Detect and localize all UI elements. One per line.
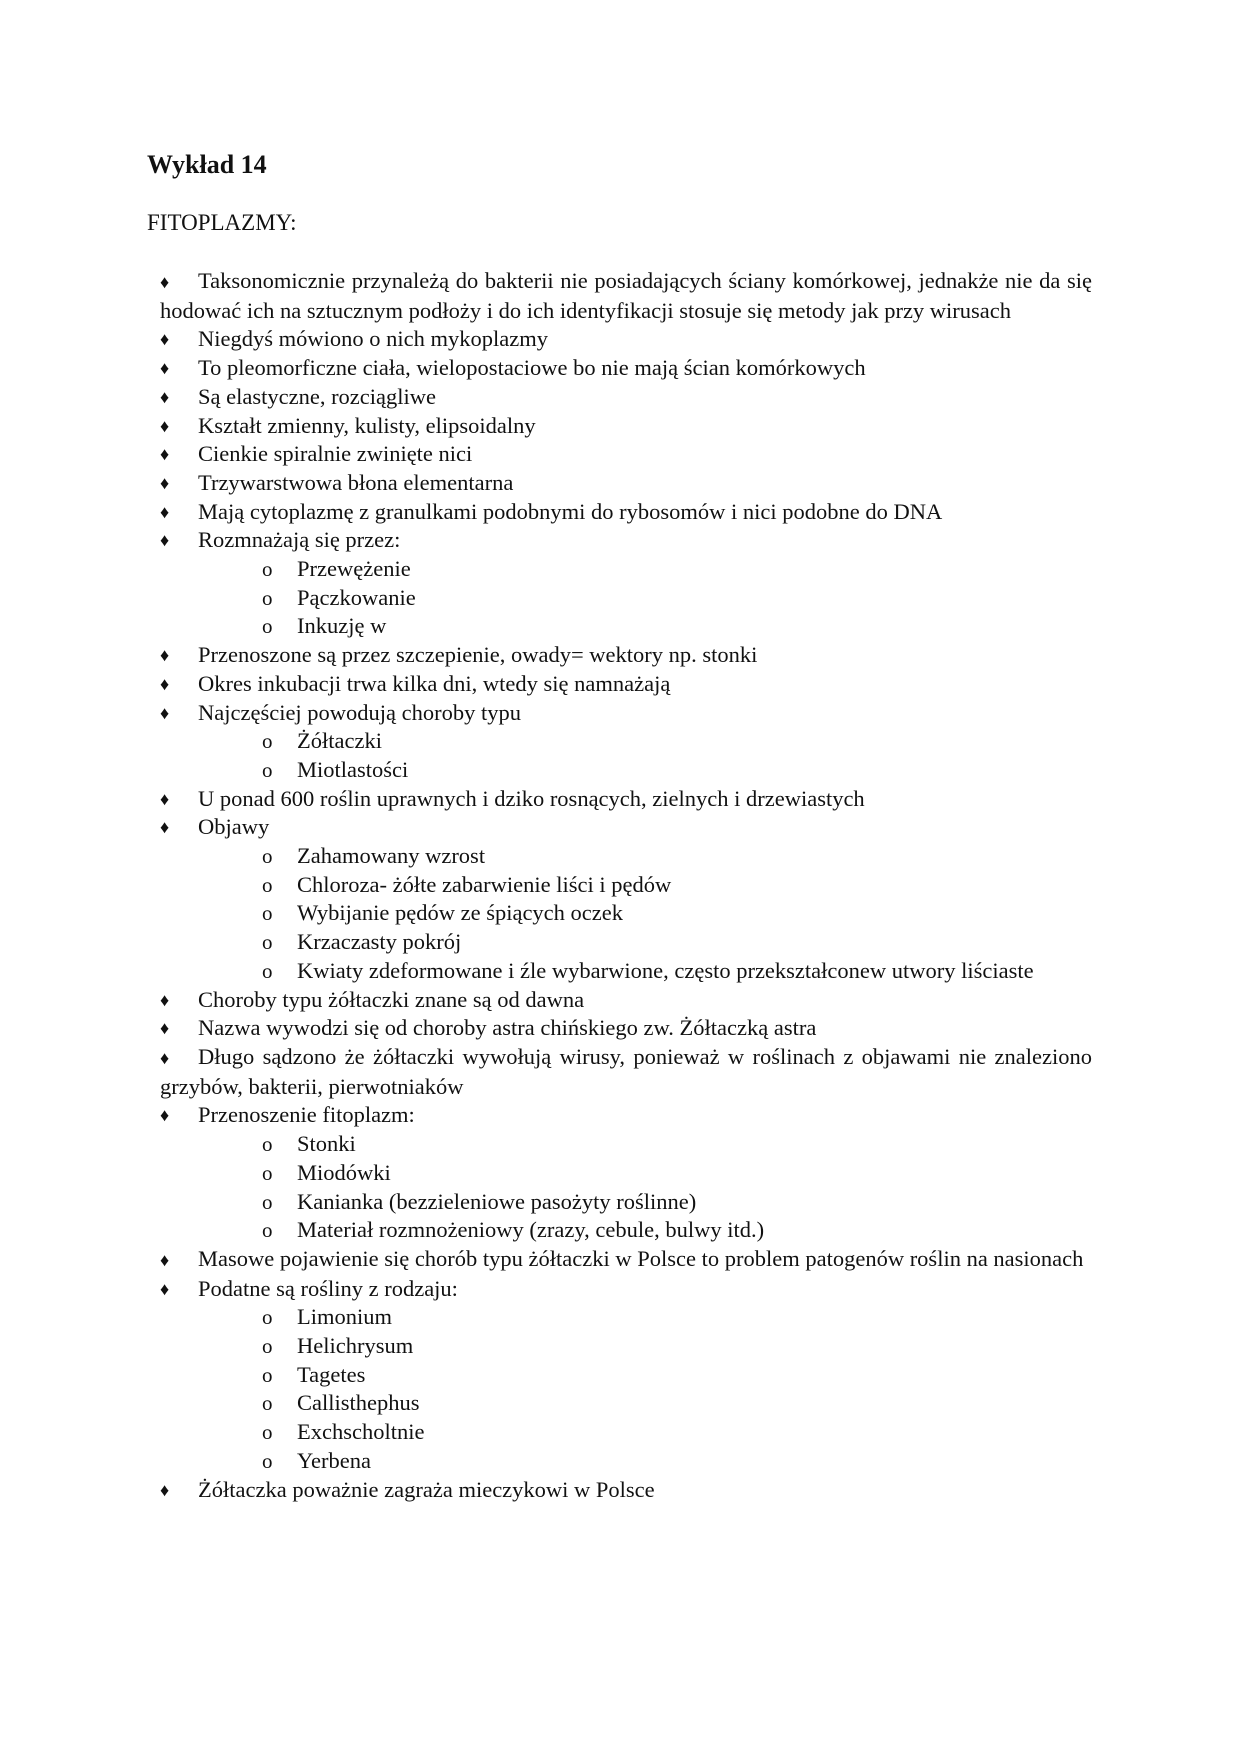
list-item-text: Kanianka (bezzieleniowe pasożyty roślinne): [297, 1188, 697, 1214]
list-item-text: Przenoszone są przez szczepienie, owady= wektory np. stonki: [198, 642, 758, 668]
sub-list-item: [160, 584, 1092, 613]
list-item-text: Żółtaczka poważnie zagraża mieczykowi w Polsce: [198, 1476, 655, 1502]
list-item: [160, 1476, 1092, 1505]
diamond-bullet-icon: ♦: [160, 501, 170, 522]
sub-list-item: [160, 1332, 1092, 1361]
circle-bullet-icon: o: [262, 729, 273, 754]
list-item-text: Najczęściej powodują choroby typu: [198, 699, 522, 725]
diamond-bullet-icon: ♦: [160, 415, 170, 436]
list-item: [160, 1275, 1092, 1304]
list-item: [160, 641, 1092, 670]
sub-list-item: [160, 1361, 1092, 1390]
circle-bullet-icon: o: [262, 872, 273, 897]
list-item-text: Limonium: [297, 1304, 392, 1330]
sub-list-item: [160, 842, 1092, 871]
sub-list-item: [160, 1188, 1092, 1217]
sub-list-item: [160, 756, 1092, 785]
sub-list-item: [160, 1159, 1092, 1188]
circle-bullet-icon: o: [262, 585, 273, 610]
sub-list-item: [160, 1418, 1092, 1447]
diamond-bullet-icon: ♦: [160, 358, 170, 379]
list-item-text: Miotlastości: [297, 756, 409, 782]
diamond-bullet-icon: ♦: [160, 386, 170, 407]
sub-list-item: [160, 727, 1092, 756]
list-item-text: Przenoszenie fitoplazm:: [198, 1102, 415, 1128]
circle-bullet-icon: o: [262, 614, 273, 639]
list-item: [160, 813, 1092, 842]
list-item-text: Kształt zmienny, kulisty, elipsoidalny: [198, 412, 536, 438]
circle-bullet-icon: o: [262, 1189, 273, 1214]
list-item: [160, 325, 1092, 354]
list-item-text: Chloroza- żółte zabarwienie liści i pędów: [297, 871, 672, 897]
list-item: [160, 354, 1092, 383]
circle-bullet-icon: o: [262, 1391, 273, 1416]
diamond-bullet-icon: ♦: [160, 702, 170, 723]
circle-bullet-icon: o: [262, 1448, 273, 1473]
list-item: [160, 1014, 1092, 1043]
list-item-text: Helichrysum: [297, 1333, 414, 1359]
list-item-text: Wybijanie pędów ze śpiących oczek: [297, 900, 623, 926]
list-item-text: Są elastyczne, rozciągliwe: [198, 383, 437, 409]
diamond-bullet-icon: ♦: [160, 817, 170, 838]
list-item: [160, 267, 1092, 325]
list-item-text: Zahamowany wzrost: [297, 843, 486, 869]
diamond-bullet-icon: ♦: [160, 645, 170, 666]
list-item: [160, 383, 1092, 412]
list-item-text: Trzywarstwowa błona elementarna: [198, 469, 514, 495]
list-item: [160, 1101, 1092, 1130]
sub-list-item: [160, 1389, 1092, 1418]
list-item: [160, 785, 1092, 814]
diamond-bullet-icon: ♦: [160, 1018, 170, 1039]
circle-bullet-icon: o: [262, 1362, 273, 1387]
circle-bullet-icon: o: [262, 958, 273, 983]
list-item-text: Callisthephus: [297, 1390, 420, 1416]
list-item-text: To pleomorficzne ciała, wielopostaciowe bo nie mają ścian komórkowych: [198, 355, 866, 381]
sub-list-item: [160, 1130, 1092, 1159]
list-item: [160, 526, 1092, 555]
list-item-text: Materiał rozmnożeniowy (zrazy, cebule, bulwy itd.): [297, 1217, 765, 1243]
list-item-text: Okres inkubacji trwa kilka dni, wtedy się namnażają: [198, 670, 671, 696]
list-item-text: U ponad 600 roślin uprawnych i dziko rosnących, zielnych i drzewiastych: [198, 785, 865, 811]
sub-list-item: [160, 1216, 1092, 1245]
diamond-bullet-icon: ♦: [160, 1278, 170, 1299]
diamond-bullet-icon: ♦: [160, 530, 170, 551]
circle-bullet-icon: o: [262, 844, 273, 869]
list-item-text: Tagetes: [297, 1361, 366, 1387]
section-heading: FITOPLAZMY:: [147, 210, 297, 235]
list-item-text: Objawy: [198, 814, 270, 840]
list-item-text: Masowe pojawienie się chorób typu żółtaczki w Polsce to problem patogenów roślin na nasionach: [198, 1245, 1084, 1271]
circle-bullet-icon: o: [262, 757, 273, 782]
list-item: [160, 412, 1092, 441]
circle-bullet-icon: o: [262, 557, 273, 582]
list-item: [160, 469, 1092, 498]
list-item-text: Pączkowanie: [297, 584, 416, 610]
circle-bullet-icon: o: [262, 1305, 273, 1330]
sub-list-item: [160, 1447, 1092, 1476]
list-item-text: Cienkie spiralnie zwinięte nici: [198, 441, 473, 467]
list-item-text: Mają cytoplazmę z granulkami podobnymi do rybosomów i nici podobne do DNA: [198, 498, 943, 524]
list-item-text: Podatne są rośliny z rodzaju:: [198, 1275, 458, 1301]
diamond-bullet-icon: ♦: [160, 329, 170, 350]
sub-list-item: [160, 871, 1092, 900]
list-item-text: Taksonomicznie przynależą do bakterii nie posiadających ściany komórkowej, jednakże nie da się hodować ich na sztucznym podłoży i do ich identyfikacji stosuje się metody jak przy wirusach: [160, 268, 1092, 323]
sub-list-item: [160, 612, 1092, 641]
sub-list-item: [160, 899, 1092, 928]
sub-list-item: [160, 957, 1092, 986]
list-item-text: Inkuzję w: [297, 613, 387, 639]
list-item: [160, 440, 1092, 469]
diamond-bullet-icon: ♦: [160, 673, 170, 694]
sub-list-item: [160, 555, 1092, 584]
circle-bullet-icon: o: [262, 1334, 273, 1359]
list-item: [160, 1043, 1092, 1101]
list-item: [160, 699, 1092, 728]
diamond-bullet-icon: ♦: [160, 1479, 170, 1500]
diamond-bullet-icon: ♦: [160, 1105, 170, 1126]
list-item-text: Długo sądzono że żółtaczki wywołują wirusy, ponieważ w roślinach z objawami nie znaleziono grzybów, bakterii, pierwotniaków: [160, 1043, 1092, 1099]
circle-bullet-icon: o: [262, 901, 273, 926]
list-item: [160, 670, 1092, 699]
list-item: [160, 986, 1092, 1015]
list-item-text: Nazwa wywodzi się od choroby astra chińskiego zw. Żółtaczką astra: [198, 1015, 817, 1041]
diamond-bullet-icon: ♦: [160, 989, 170, 1010]
diamond-bullet-icon: ♦: [160, 1249, 170, 1270]
list-item-text: Przewężenie: [297, 556, 411, 582]
list-item-text: Niegdyś mówiono o nich mykoplazmy: [198, 326, 548, 352]
list-item-text: Żółtaczki: [297, 728, 382, 754]
sub-list-item: [160, 1303, 1092, 1332]
circle-bullet-icon: o: [262, 1420, 273, 1445]
circle-bullet-icon: o: [262, 930, 273, 955]
list-item-text: Stonki: [297, 1131, 356, 1157]
list-item-text: Rozmnażają się przez:: [198, 527, 401, 553]
circle-bullet-icon: o: [262, 1132, 273, 1157]
diamond-bullet-icon: ♦: [160, 272, 170, 292]
list-item-text: Exchscholtnie: [297, 1419, 425, 1445]
list-item: [160, 1245, 1092, 1275]
list-item: [160, 498, 1092, 527]
list-item-text: Miodówki: [297, 1159, 391, 1185]
diamond-bullet-icon: ♦: [160, 788, 170, 809]
diamond-bullet-icon: ♦: [160, 444, 170, 465]
list-item-text: Krzaczasty pokrój: [297, 929, 462, 955]
circle-bullet-icon: o: [262, 1160, 273, 1185]
list-item-text: Kwiaty zdeformowane i źle wybarwione, często przekształconew utwory liściaste: [297, 957, 1034, 983]
circle-bullet-icon: o: [262, 1218, 273, 1243]
list-item-text: Choroby typu żółtaczki znane są od dawna: [198, 986, 585, 1012]
diamond-bullet-icon: ♦: [160, 1047, 170, 1068]
bullet-list: [160, 267, 1092, 1504]
list-item-text: Yerbena: [297, 1447, 371, 1473]
diamond-bullet-icon: ♦: [160, 472, 170, 493]
sub-list-item: [160, 928, 1092, 957]
document-title: Wykład 14: [147, 150, 267, 179]
